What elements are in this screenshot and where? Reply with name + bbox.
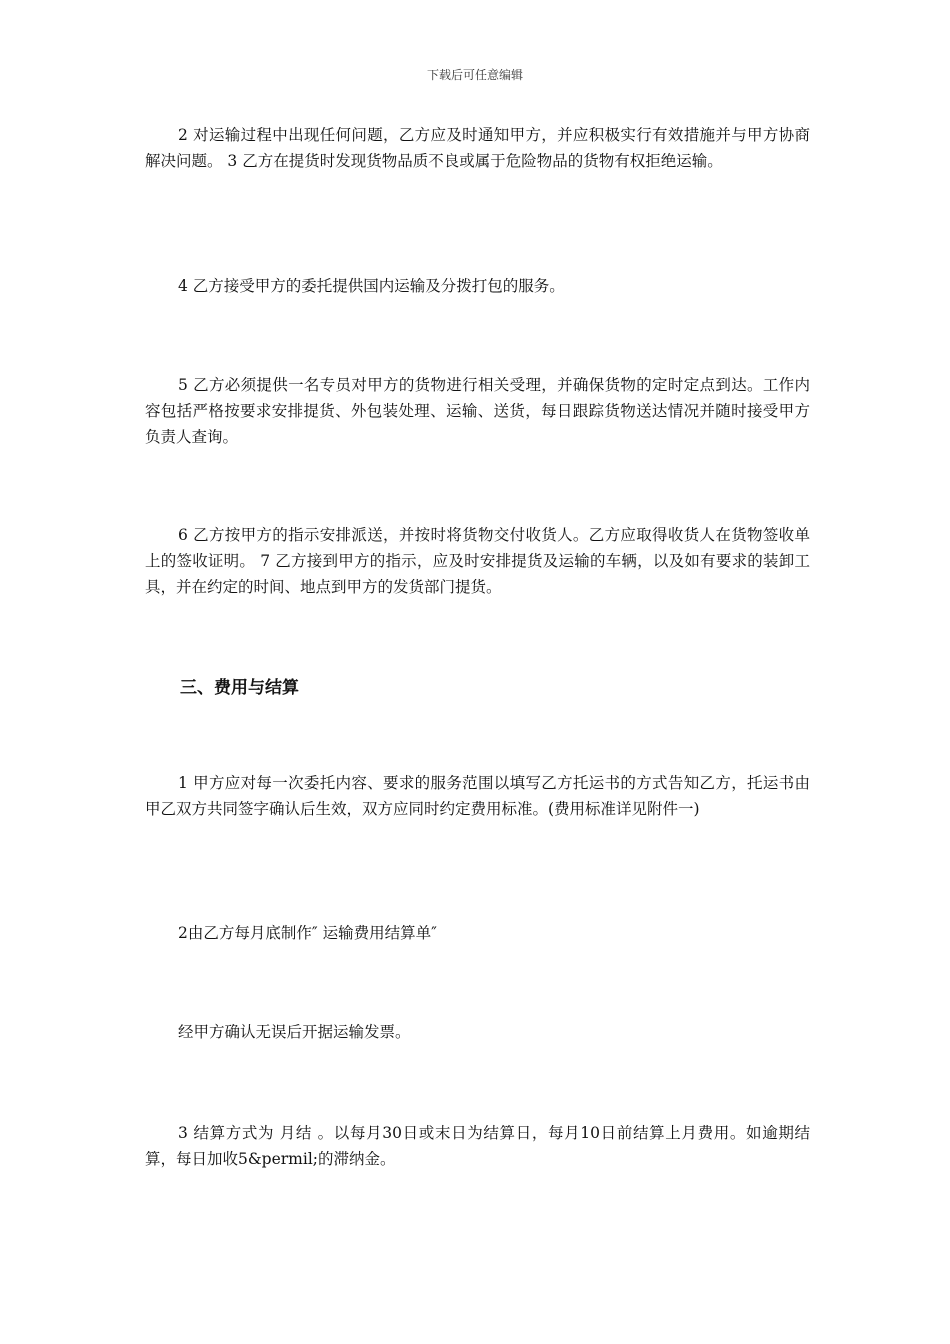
paragraph-s3-clause-2-continued: 经甲方确认无误后开据运输发票。 — [178, 1023, 411, 1041]
paragraph-s3-clause-1: 1 甲方应对每一次委托内容、要求的服务范围以填写乙方托运书的方式告知乙方，托运书由甲乙双方共同签字确认后生效，双方应同时约定费用标准。(费用标准详见附件一) — [145, 774, 810, 818]
paragraph-clause-6-7: 6 乙方按甲方的指示安排派送，并按时将货物交付收货人。乙方应取得收货人在货物签收单上的签收证明。 7 乙方接到甲方的指示，应及时安排提货及运输的车辆，以及如有要求的装卸工具，并在约定的时间、地点到甲方的发货部门提货。 — [145, 526, 810, 596]
paragraph-clause-4: 4 乙方接受甲方的委托提供国内运输及分拨打包的服务。 — [178, 277, 565, 295]
paragraph-clause-2-3: 2 对运输过程中出现任何问题，乙方应及时通知甲方，并应积极实行有效措施并与甲方协商解决问题。 3 乙方在提货时发现货物品质不良或属于危险物品的货物有权拒绝运输。 — [145, 126, 810, 170]
paragraph-s3-clause-3: 3 结算方式为 月结 。以每月30日或末日为结算日，每月10日前结算上月费用。如逾期结算，每日加收5&permil;的滞纳金。 — [145, 1124, 810, 1168]
section-3-title: 三、费用与结算 — [180, 678, 299, 698]
page-header-note: 下载后可任意编辑 — [426, 68, 523, 82]
paragraph-s3-clause-2: 2由乙方每月底制作″ 运输费用结算单″ — [178, 924, 437, 942]
paragraph-clause-5: 5 乙方必须提供一名专员对甲方的货物进行相关受理，并确保货物的定时定点到达。工作内容包括严格按要求安排提货、外包装处理、运输、送货，每日跟踪货物送达情况并随时接受甲方负责人查询。 — [145, 376, 810, 446]
